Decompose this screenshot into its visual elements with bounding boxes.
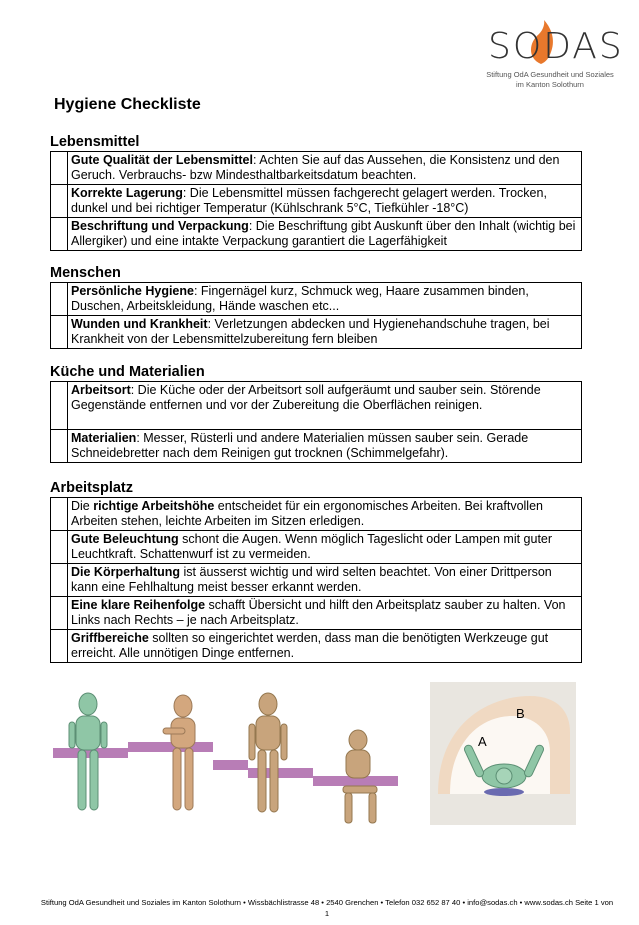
mannequin-standing-2 — [163, 695, 195, 810]
checklist-text: Beschriftung und Verpackung: Die Beschriftung gibt Auskunft über den Inhalt (wichtig bei Allergiker) und eine intakte Verpackung garantiert die Lagerfähigkeit — [68, 218, 582, 251]
table-row — [51, 185, 582, 218]
checklist-text: Eine klare Reihenfolge schafft Übersicht und hilft den Arbeitsplatz sauber zu halten. Von Links nach Rechts – je nach Arbeitsplatz. — [68, 597, 582, 630]
section-lebensmittel — [50, 134, 582, 251]
table-row — [51, 430, 582, 463]
checklist-text: Griffbereiche sollten so eingerichtet werden, dass man die benötigten Werkzeuge gut erreicht. Alle unnötigen Dinge entfernen. — [68, 630, 582, 663]
checklist-table — [50, 282, 582, 349]
table-row — [51, 564, 582, 597]
section-menschen — [50, 265, 582, 349]
section-heading: Lebensmittel — [50, 134, 140, 150]
table-row — [51, 218, 582, 251]
checklist-table — [50, 151, 582, 251]
table-row — [51, 498, 582, 531]
footer-page-number: 1 — [324, 909, 330, 918]
working-height-illustration — [53, 690, 403, 830]
checklist-text: Gute Beleuchtung schont die Augen. Wenn möglich Tageslicht oder Lampen mit guter Leuchtkraft. Schattenwurf ist zu vermeiden. — [68, 531, 582, 564]
checklist-text: Korrekte Lagerung: Die Lebensmittel müssen fachgerecht gelagert werden. Trocken, dunkel und bei richtiger Temperatur (Kühlschrank 5°C, Tiefkühler -18°C) — [68, 185, 582, 218]
section-heading: Küche und Materialien — [50, 364, 205, 380]
checkbox-cell[interactable] — [51, 283, 68, 316]
checkbox-cell[interactable] — [51, 185, 68, 218]
checklist-text: Persönliche Hygiene: Fingernägel kurz, Schmuck weg, Haare zusammen binden, Duschen, Arbeitskleidung, Hände waschen etc... — [68, 283, 582, 316]
checkbox-cell[interactable] — [51, 597, 68, 630]
page-footer — [30, 897, 624, 919]
checklist-text: Arbeitsort: Die Küche oder der Arbeitsort soll aufgeräumt und sauber sein. Störende Gegenstände entfernen und vor der Zubereitung die Oberflächen reinigen. — [68, 382, 582, 430]
mannequin-standing-3 — [249, 693, 287, 812]
footer-contact: Stiftung OdA Gesundheit und Soziales im Kanton Solothurn • Wissbächlistrasse 48 • 2540 Grenchen • Telefon 032 652 87 40 • info@sodas.ch • www.sodas.ch Seite 1 von — [40, 898, 614, 907]
section-arbeitsplatz — [50, 480, 582, 663]
checkbox-cell[interactable] — [51, 382, 68, 430]
table-row — [51, 597, 582, 630]
logo-subtitle: Stiftung OdA Gesundheit und Soziales im Kanton Solothurn — [486, 70, 614, 89]
table-row — [51, 531, 582, 564]
checklist-text: Die Körperhaltung ist äusserst wichtig und wird selten beachtet. Von einer Drittperson kann eine Fehlhaltung meist besser erkannt werden. — [68, 564, 582, 597]
table-row — [51, 382, 582, 430]
table-row — [51, 630, 582, 663]
checklist-text: Materialien: Messer, Rüsterli und andere Materialien müssen sauber sein. Gerade Schneidebretter nach dem Reinigen gut trocknen (Schimmelgefahr). — [68, 430, 582, 463]
logo-wordmark: SODAS — [488, 26, 624, 67]
checkbox-cell[interactable] — [51, 564, 68, 597]
checklist-text: Die richtige Arbeitshöhe entscheidet für ein ergonomisches Arbeiten. Bei kraftvollen Arbeiten stehen, leichte Arbeiten im Sitzen erledigen. — [68, 498, 582, 531]
checkbox-cell[interactable] — [51, 430, 68, 463]
checkbox-cell[interactable] — [51, 152, 68, 185]
checkbox-cell[interactable] — [51, 316, 68, 349]
checkbox-cell[interactable] — [51, 531, 68, 564]
reach-zones-illustration — [430, 682, 576, 825]
checklist-text: Gute Qualität der Lebensmittel: Achten Sie auf das Aussehen, die Konsistenz und den Geruch. Verbrauchs- bzw Mindesthaltbarkeitsdatum beachten. — [68, 152, 582, 185]
checkbox-cell[interactable] — [51, 498, 68, 531]
section-kueche-materialien — [50, 364, 582, 463]
checklist-table — [50, 381, 582, 463]
checkbox-cell[interactable] — [51, 630, 68, 663]
section-heading: Arbeitsplatz — [50, 480, 133, 496]
zone-a-label: A — [478, 734, 487, 749]
zone-b-label: B — [516, 706, 525, 721]
checkbox-cell[interactable] — [51, 218, 68, 251]
checklist-table — [50, 497, 582, 663]
table-row — [51, 316, 582, 349]
table-row — [51, 283, 582, 316]
sodas-logo — [474, 18, 624, 98]
page-title: Hygiene Checkliste — [54, 96, 201, 113]
checklist-text: Wunden und Krankheit: Verletzungen abdecken und Hygienehandschuhe tragen, bei Krankheit von der Lebensmittelzubereitung fern bleiben — [68, 316, 582, 349]
table-row — [51, 152, 582, 185]
section-heading: Menschen — [50, 265, 121, 281]
